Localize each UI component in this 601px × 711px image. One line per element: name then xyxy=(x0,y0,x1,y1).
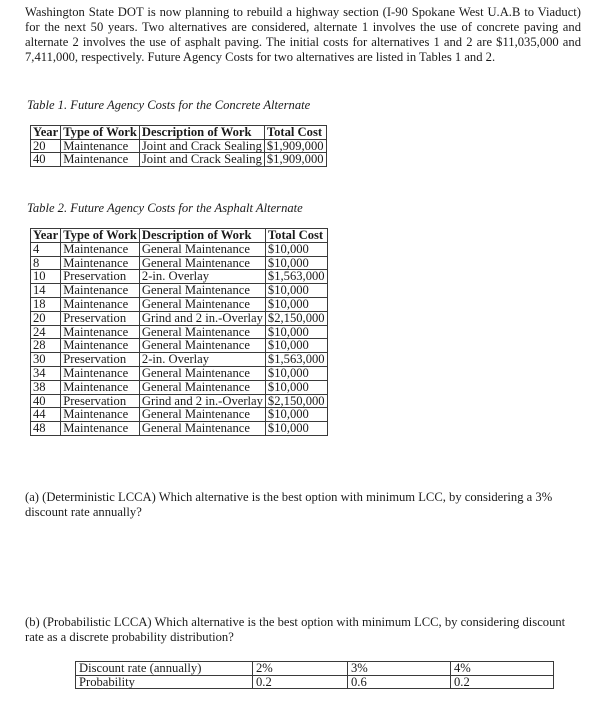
question-b: (b) (Probabilistic LCCA) Which alternative is the best option with minimum LCC, by considering discount rate as a discrete probability distribution? xyxy=(25,615,566,644)
table-cell: 48 xyxy=(31,422,61,436)
table-cell: 0.2 xyxy=(451,675,554,689)
table-row xyxy=(31,153,327,167)
table-cell: 2-in. Overlay xyxy=(139,270,265,284)
table-row xyxy=(31,380,328,394)
table-cell: Maintenance xyxy=(61,139,140,153)
concrete-cost-table xyxy=(30,125,327,167)
table2-caption: Table 2. Future Agency Costs for the Asphalt Alternate xyxy=(27,201,303,215)
table-cell: $10,000 xyxy=(265,366,327,380)
table-cell: Maintenance xyxy=(61,153,140,167)
table-cell: $10,000 xyxy=(265,284,327,298)
table-cell: 34 xyxy=(31,366,61,380)
header-type: Type of Work xyxy=(61,229,140,243)
table-cell: $1,909,000 xyxy=(264,139,326,153)
table-cell: Maintenance xyxy=(61,297,140,311)
table-row xyxy=(31,139,327,153)
table-cell: General Maintenance xyxy=(139,297,265,311)
table-cell: 20 xyxy=(31,311,61,325)
table-cell: $1,563,000 xyxy=(265,353,327,367)
table-cell: Discount rate (annually) xyxy=(76,662,253,676)
table-cell: Maintenance xyxy=(61,380,140,394)
table-header-row xyxy=(31,229,328,243)
table-cell: Joint and Crack Sealing xyxy=(139,139,264,153)
table-cell: 24 xyxy=(31,325,61,339)
table-cell: General Maintenance xyxy=(139,339,265,353)
table-row xyxy=(31,325,328,339)
table-cell: $10,000 xyxy=(265,297,327,311)
table-cell: $10,000 xyxy=(265,256,327,270)
table1-caption: Table 1. Future Agency Costs for the Concrete Alternate xyxy=(27,98,311,112)
table-cell: 4% xyxy=(451,662,554,676)
table-cell: Preservation xyxy=(61,311,140,325)
table-cell: 44 xyxy=(31,408,61,422)
table-cell: Preservation xyxy=(61,394,140,408)
table-row xyxy=(31,339,328,353)
table-cell: 18 xyxy=(31,297,61,311)
table-cell: 2-in. Overlay xyxy=(139,353,265,367)
table-row xyxy=(31,242,328,256)
question-a: (a) (Deterministic LCCA) Which alternative is the best option with minimum LCC, by considering a 3% discount rate annually? xyxy=(25,490,553,519)
table-cell: General Maintenance xyxy=(139,380,265,394)
table-cell: 0.6 xyxy=(348,675,451,689)
table-row xyxy=(31,394,328,408)
table-cell: Maintenance xyxy=(61,339,140,353)
table-cell: General Maintenance xyxy=(139,408,265,422)
table-row xyxy=(31,297,328,311)
table-header-row xyxy=(31,126,327,140)
table-row xyxy=(31,408,328,422)
header-year: Year xyxy=(31,229,61,243)
table-cell: 30 xyxy=(31,353,61,367)
table-cell: Grind and 2 in.-Overlay xyxy=(139,394,265,408)
table-cell: 2% xyxy=(253,662,348,676)
header-year: Year xyxy=(31,126,61,140)
table-cell: $10,000 xyxy=(265,325,327,339)
table-cell: Maintenance xyxy=(61,242,140,256)
table-cell: 40 xyxy=(31,153,61,167)
asphalt-cost-table xyxy=(30,228,328,436)
table-cell: $1,909,000 xyxy=(264,153,326,167)
table-cell: Joint and Crack Sealing xyxy=(139,153,264,167)
table-cell: Maintenance xyxy=(61,256,140,270)
table-cell: $10,000 xyxy=(265,422,327,436)
table-cell: $2,150,000 xyxy=(265,394,327,408)
table-cell: General Maintenance xyxy=(139,325,265,339)
table-cell: Preservation xyxy=(61,353,140,367)
table-cell: General Maintenance xyxy=(139,256,265,270)
table-cell: 28 xyxy=(31,339,61,353)
table-cell: General Maintenance xyxy=(139,366,265,380)
table-row xyxy=(76,675,554,689)
table-cell: General Maintenance xyxy=(139,284,265,298)
table-cell: 38 xyxy=(31,380,61,394)
table-cell: Grind and 2 in.-Overlay xyxy=(139,311,265,325)
table-cell: $10,000 xyxy=(265,339,327,353)
table-row xyxy=(31,270,328,284)
table-cell: $10,000 xyxy=(265,242,327,256)
table-cell: General Maintenance xyxy=(139,422,265,436)
table-cell: 3% xyxy=(348,662,451,676)
table-cell: 10 xyxy=(31,270,61,284)
table-cell: General Maintenance xyxy=(139,242,265,256)
table-cell: Maintenance xyxy=(61,325,140,339)
table-cell: $1,563,000 xyxy=(265,270,327,284)
table-cell: 0.2 xyxy=(253,675,348,689)
header-description: Description of Work xyxy=(139,229,265,243)
header-description: Description of Work xyxy=(139,126,264,140)
table-cell: Probability xyxy=(76,675,253,689)
header-total-cost: Total Cost xyxy=(264,126,326,140)
table-cell: $10,000 xyxy=(265,380,327,394)
header-total-cost: Total Cost xyxy=(265,229,327,243)
table-cell: Maintenance xyxy=(61,422,140,436)
header-type: Type of Work xyxy=(61,126,140,140)
table-row xyxy=(31,353,328,367)
table-cell: 14 xyxy=(31,284,61,298)
table-cell: Maintenance xyxy=(61,284,140,298)
table-cell: 20 xyxy=(31,139,61,153)
table-row xyxy=(31,422,328,436)
table-row xyxy=(76,662,554,676)
intro-paragraph: Washington State DOT is now planning to rebuild a highway section (I-90 Spokane West U.A.B to Viaduct) for the next 50 years. Two alternatives are considered, alternate 1 involves the use of concrete paving and alternate 2 involves the use of asphalt paving. The initial costs for alternatives 1 and 2 are $11,035,000 and 7,411,000, respectively. Future Agency Costs for two alternatives are listed in Tables 1 and 2. xyxy=(25,5,581,64)
table-row xyxy=(31,256,328,270)
discount-rate-table xyxy=(75,661,554,689)
table-cell: 40 xyxy=(31,394,61,408)
table-cell: 8 xyxy=(31,256,61,270)
table-cell: Maintenance xyxy=(61,408,140,422)
table-cell: Maintenance xyxy=(61,366,140,380)
table-row xyxy=(31,366,328,380)
table-cell: $2,150,000 xyxy=(265,311,327,325)
table-row xyxy=(31,284,328,298)
table-cell: $10,000 xyxy=(265,408,327,422)
table-cell: 4 xyxy=(31,242,61,256)
table-cell: Preservation xyxy=(61,270,140,284)
table-row xyxy=(31,311,328,325)
